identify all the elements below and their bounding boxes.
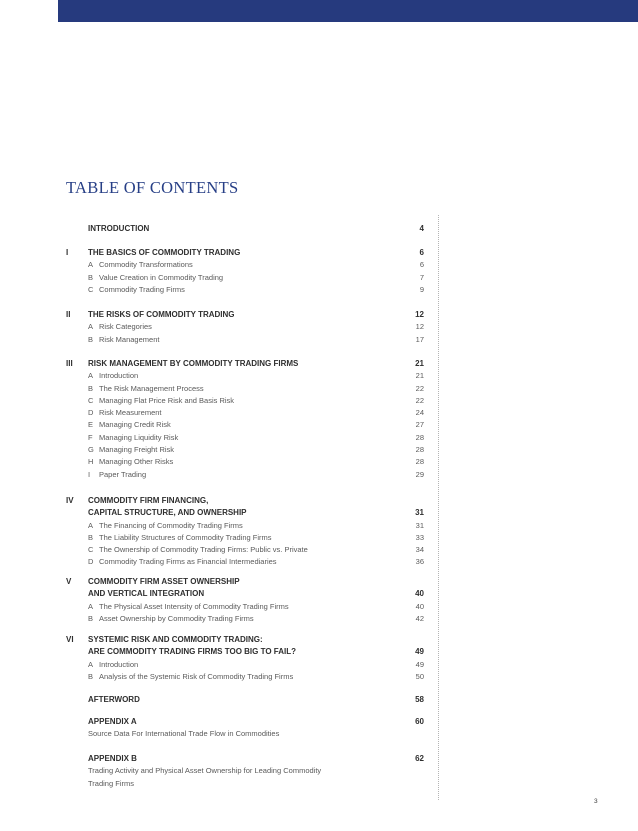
section-number: I [66, 248, 69, 257]
section-number: VI [66, 635, 74, 644]
toc-entry-row[interactable] [0, 408, 638, 420]
entry-label: Commodity Trading Firms as Financial Intermediaries [99, 557, 277, 567]
entry-label: Risk Management [99, 334, 160, 344]
page-ref: 9 [419, 284, 424, 294]
entry-letter: A [88, 322, 94, 332]
entry-letter: A [88, 601, 94, 611]
page-ref: 28 [415, 457, 424, 467]
entry-letter: C [88, 284, 94, 294]
entry-label: Analysis of the Systemic Risk of Commodity Trading Firms [99, 671, 294, 681]
toc-heading-row[interactable] [0, 635, 638, 647]
toc-entry-row[interactable] [0, 420, 638, 432]
section-heading: THE RISKS OF COMMODITY TRADING [88, 310, 235, 319]
entry-label: Asset Ownership by Commodity Trading Firms [99, 613, 254, 623]
page-ref: 42 [415, 613, 424, 623]
section-heading: RISK MANAGEMENT BY COMMODITY TRADING FIRMS [88, 359, 299, 368]
section-heading: APPENDIX B [88, 754, 137, 763]
page-ref: 31 [415, 508, 424, 518]
toc-section [0, 359, 638, 482]
page-ref: 34 [415, 545, 424, 555]
toc-entry-row[interactable] [0, 545, 638, 557]
section-heading: INTRODUCTION [88, 224, 150, 233]
page-ref: 24 [415, 408, 424, 418]
entry-letter: B [88, 532, 94, 542]
entry-label: Managing Flat Price Risk and Basis Risk [99, 395, 235, 405]
entry-letter: C [88, 545, 94, 555]
toc-section [0, 248, 638, 297]
page-ref: 17 [415, 334, 424, 344]
entry-letter: A [88, 659, 94, 669]
section-heading: APPENDIX A [88, 717, 137, 726]
page-ref: 31 [415, 520, 424, 530]
page-ref: 62 [415, 754, 424, 763]
toc-section [0, 635, 638, 684]
toc-heading-row[interactable] [0, 577, 638, 589]
toc-entry-row[interactable] [0, 660, 638, 672]
page-ref: 50 [415, 671, 424, 681]
entry-label: The Physical Asset Intensity of Commodity Trading Firms [99, 601, 289, 611]
page-ref: 36 [415, 557, 424, 567]
toc-entry-row[interactable] [0, 371, 638, 383]
entry-letter: I [88, 469, 91, 479]
entry-label: The Ownership of Commodity Trading Firms: Public vs. Private [99, 545, 308, 555]
toc-heading-row[interactable] [0, 224, 638, 236]
entry-letter: C [88, 395, 94, 405]
header-bar [58, 0, 638, 22]
page-ref: 49 [415, 647, 424, 657]
entry-label: Commodity Transformations [99, 260, 193, 270]
page-ref: 12 [415, 310, 424, 319]
page-ref: 22 [415, 383, 424, 393]
entry-label: Commodity Trading Firms [99, 284, 185, 294]
entry-label: Paper Trading [99, 469, 147, 479]
toc-entry-row[interactable] [0, 779, 638, 791]
page-ref: 28 [415, 432, 424, 442]
entry-label: The Liability Structures of Commodity Trading Firms [99, 532, 272, 542]
toc-heading-row[interactable] [0, 496, 638, 508]
section-number: IV [66, 496, 74, 505]
entry-letter: H [88, 457, 94, 467]
toc-entry-row[interactable] [0, 557, 638, 569]
entry-letter: A [88, 520, 94, 530]
entry-letter: E [88, 420, 94, 430]
entry-letter: B [88, 334, 94, 344]
entry-label: Risk Measurement [99, 408, 162, 418]
toc-entry-row[interactable] [0, 273, 638, 285]
toc-entry-row[interactable] [0, 766, 638, 778]
toc-section [0, 754, 638, 791]
entry-letter: B [88, 613, 94, 623]
section-heading: SYSTEMIC RISK AND COMMODITY TRADING: [88, 635, 263, 644]
page-number: 3 [594, 798, 598, 805]
toc-section [0, 695, 638, 707]
section-heading: COMMODITY FIRM ASSET OWNERSHIP [88, 577, 240, 586]
page-ref: 49 [415, 659, 424, 669]
entry-label: Source Data For International Trade Flow in Commodities [88, 729, 280, 739]
toc-heading-row[interactable] [0, 717, 638, 729]
entry-label: Managing Liquidity Risk [99, 432, 179, 442]
toc-heading-row[interactable] [0, 310, 638, 322]
section-number: III [66, 359, 73, 368]
entry-label: Managing Credit Risk [99, 420, 171, 430]
toc-section [0, 577, 638, 626]
entry-label: Managing Other Risks [99, 457, 174, 467]
toc-section [0, 224, 638, 236]
page-ref: 21 [415, 359, 424, 368]
entry-letter: B [88, 272, 94, 282]
entry-label: The Risk Management Process [99, 383, 204, 393]
entry-letter: G [88, 445, 94, 455]
toc-entry-row[interactable] [0, 384, 638, 396]
toc-heading-row[interactable] [0, 248, 638, 260]
entry-label: Trading Activity and Physical Asset Ownership for Leading Commodity [88, 766, 322, 776]
page-ref: 58 [415, 695, 424, 704]
page-ref: 7 [419, 272, 424, 282]
entry-label: Managing Freight Risk [99, 445, 175, 455]
toc-heading-row[interactable] [0, 508, 638, 520]
toc-heading-row[interactable] [0, 695, 638, 707]
toc-entry-row[interactable] [0, 614, 638, 626]
page-ref: 60 [415, 717, 424, 726]
entry-label: Risk Categories [99, 322, 152, 332]
page-ref: 6 [419, 248, 424, 257]
page-ref: 33 [415, 532, 424, 542]
entry-label: Value Creation in Commodity Trading [99, 272, 224, 282]
page-ref: 4 [419, 224, 424, 233]
entry-letter: A [88, 371, 94, 381]
toc-entry-row[interactable] [0, 433, 638, 445]
toc-entry-row[interactable] [0, 322, 638, 334]
page-ref: 40 [415, 601, 424, 611]
entry-label: Trading Firms [88, 778, 134, 788]
page-ref: 29 [415, 469, 424, 479]
toc-entry-row[interactable] [0, 457, 638, 469]
entry-label: Introduction [99, 371, 139, 381]
toc-heading-row[interactable] [0, 647, 638, 659]
section-number: II [66, 310, 71, 319]
page-ref: 40 [415, 589, 424, 599]
toc-section [0, 717, 638, 742]
toc-entry-row[interactable] [0, 521, 638, 533]
toc-entry-row[interactable] [0, 602, 638, 614]
toc-heading-row[interactable] [0, 359, 638, 371]
toc-entry-row[interactable] [0, 396, 638, 408]
toc-entry-row[interactable] [0, 445, 638, 457]
entry-letter: F [88, 432, 93, 442]
entry-letter: A [88, 260, 94, 270]
section-heading: THE BASICS OF COMMODITY TRADING [88, 248, 241, 257]
page-ref: 21 [415, 371, 424, 381]
page-title: TABLE OF CONTENTS [66, 178, 239, 197]
toc-entry-row[interactable] [0, 672, 638, 684]
toc-entry-row[interactable] [0, 285, 638, 297]
toc-entry-row[interactable] [0, 533, 638, 545]
page-ref: 27 [415, 420, 424, 430]
entry-letter: D [88, 557, 94, 567]
section-number: V [66, 577, 72, 586]
page-ref: 12 [415, 322, 424, 332]
page-ref: 22 [415, 395, 424, 405]
toc-heading-row[interactable] [0, 589, 638, 601]
section-heading: AND VERTICAL INTEGRATION [88, 589, 205, 599]
page-ref: 28 [415, 445, 424, 455]
toc-entry-row[interactable] [0, 260, 638, 272]
toc-entry-row[interactable] [0, 729, 638, 741]
toc-entry-row[interactable] [0, 335, 638, 347]
toc-section [0, 496, 638, 570]
toc-entry-row[interactable] [0, 470, 638, 482]
entry-label: Introduction [99, 659, 139, 669]
section-heading: CAPITAL STRUCTURE, AND OWNERSHIP [88, 508, 247, 518]
toc-heading-row[interactable] [0, 754, 638, 766]
entry-letter: D [88, 408, 94, 418]
entry-label: The Financing of Commodity Trading Firms [99, 520, 243, 530]
section-heading: ARE COMMODITY TRADING FIRMS TOO BIG TO FAIL? [88, 647, 296, 657]
toc-section [0, 310, 638, 347]
section-heading: COMMODITY FIRM FINANCING, [88, 496, 209, 505]
entry-letter: B [88, 383, 94, 393]
section-heading: AFTERWORD [88, 695, 140, 704]
page-ref: 6 [419, 260, 424, 270]
entry-letter: B [88, 671, 94, 681]
